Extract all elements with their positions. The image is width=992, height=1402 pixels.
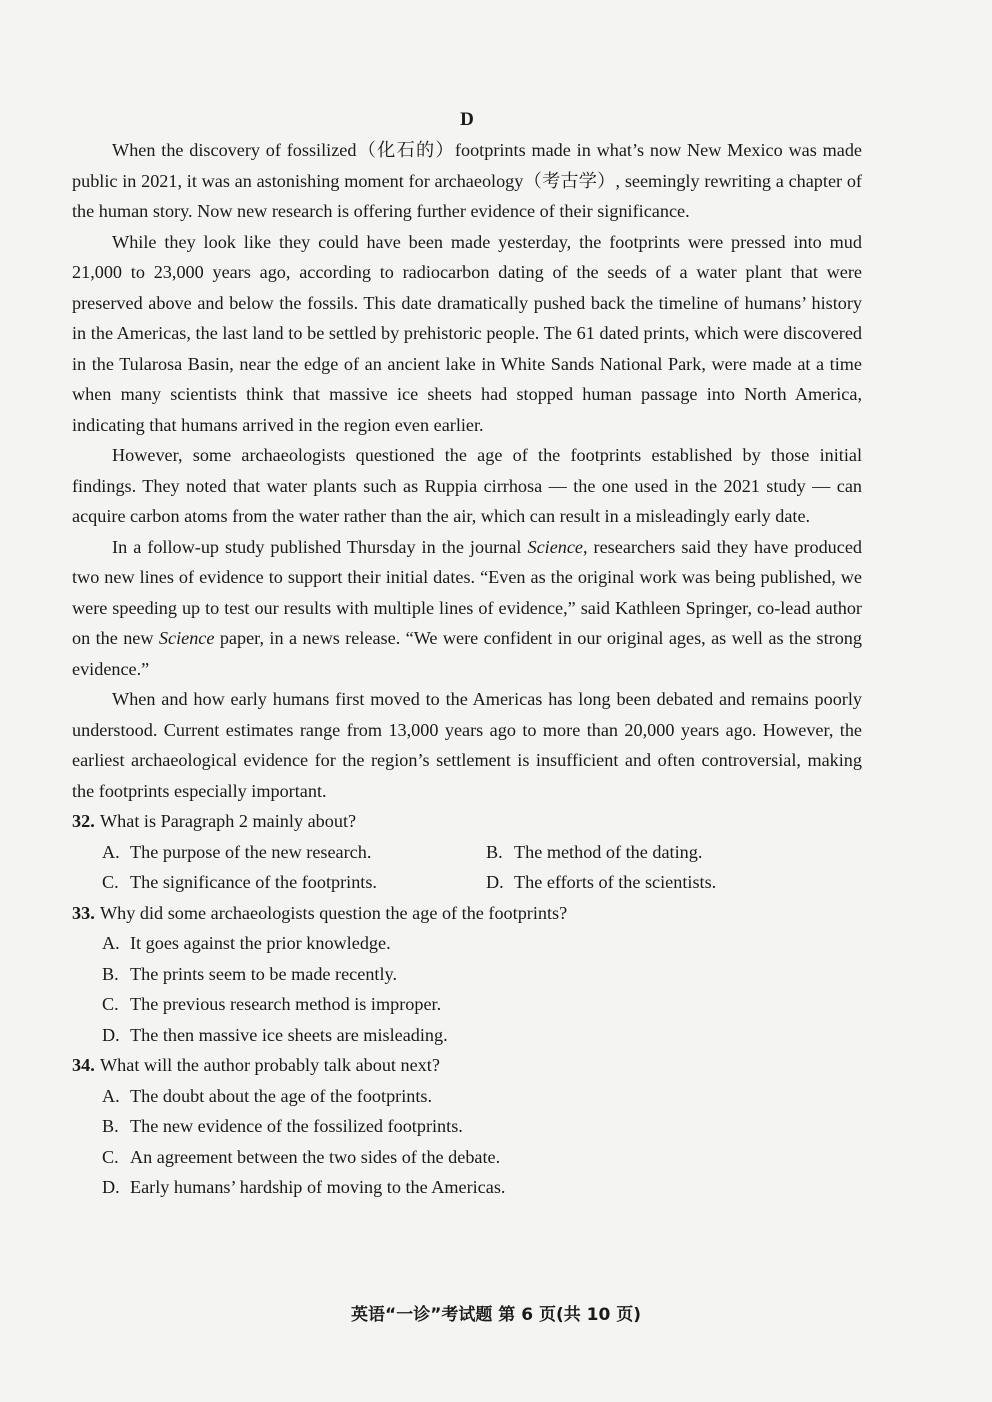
- option-text: The doubt about the age of the footprints.: [130, 1085, 433, 1106]
- question-number: 32.: [72, 811, 95, 831]
- paragraph-2: While they look like they could have been made yesterday, the footprints were pressed into mud 21,000 to 23,000 years ago, according to radiocarbon dating of the seeds of a water plant that were preserved above and below the fossils. This date dramatically pushed back the timeline of humans’ history in the Americas, the last land to be settled by prehistoric people. The 61 dated prints, which were discovered in the Tularosa Basin, near the edge of an ancient lake in White Sands National Park, were made at a time when many scientists think that massive ice sheets had stopped human passage into North America, indicating that humans arrived in the region even earlier.: [72, 231, 862, 435]
- option-b: [102, 959, 862, 990]
- option-letter: C.: [102, 872, 119, 892]
- question-number: 34.: [72, 1055, 95, 1075]
- question-32: [72, 806, 862, 898]
- option-d: [102, 1172, 862, 1203]
- option-d: [102, 1020, 862, 1051]
- option-letter: D.: [102, 1177, 120, 1197]
- question-text: Why did some archaeologists question the age of the footprints?: [100, 902, 568, 923]
- option-a: [102, 837, 486, 868]
- option-c: [102, 989, 862, 1020]
- option-c: [102, 867, 486, 898]
- question-33: [72, 898, 862, 1051]
- option-letter: B.: [486, 841, 503, 862]
- option-d: [486, 867, 716, 898]
- option-letter: C.: [102, 1146, 119, 1167]
- option-c: [102, 1142, 862, 1173]
- option-letter: B.: [102, 1116, 119, 1136]
- option-letter: B.: [102, 963, 119, 984]
- page-footer: 英语“一诊”考试题 第 6 页(共 10 页): [351, 1305, 641, 1325]
- option-text: The significance of the footprints.: [130, 872, 377, 892]
- option-text: The purpose of the new research.: [130, 841, 372, 862]
- journal-name: Science: [158, 628, 215, 648]
- question-text: What will the author probably talk about next?: [100, 1055, 440, 1075]
- exam-page: [72, 105, 862, 1203]
- paragraph-5: When and how early humans first moved to the Americas has long been debated and remains poorly understood. Current estimates range from 13,000 years ago to more than 20,000 years ago. However, the earliest archaeological evidence for the region’s settlement is insufficient and often controversial, making the footprints especially important.: [72, 689, 862, 801]
- option-text: The new evidence of the fossilized footprints.: [130, 1116, 463, 1136]
- option-a: [102, 1081, 862, 1112]
- option-text: The previous research method is improper.: [130, 994, 442, 1014]
- option-letter: D.: [102, 1024, 120, 1045]
- option-text: The then massive ice sheets are misleading.: [130, 1024, 448, 1045]
- option-letter: A.: [102, 933, 120, 953]
- paragraph-4-text-a: In a follow-up study published Thursday in the journal: [112, 536, 528, 557]
- option-text: The efforts of the scientists.: [514, 872, 717, 892]
- section-title: D: [460, 109, 474, 130]
- option-b: [102, 1111, 862, 1142]
- option-text: Early humans’ hardship of moving to the Americas.: [130, 1177, 506, 1197]
- paragraph-3: However, some archaeologists questioned the age of the footprints established by those initial findings. They noted that water plants such as Ruppia cirrhosa — the one used in the 2021 study — can acquire carbon atoms from the water rather than the air, which can result in a misleadingly early date.: [72, 445, 862, 526]
- option-letter: C.: [102, 994, 119, 1014]
- question-text: What is Paragraph 2 mainly about?: [100, 811, 357, 831]
- option-a: [102, 928, 862, 959]
- option-text: It goes against the prior knowledge.: [130, 933, 391, 953]
- option-b: [486, 837, 702, 868]
- option-text: The method of the dating.: [514, 841, 703, 862]
- paragraph-4-text-e: paper, in a news release. “We were confident in our original ages, as well as the strong evidence.”: [72, 628, 862, 679]
- paragraph-1: When the discovery of fossilized（化石的）footprints made in what’s now New Mexico was made public in 2021, it was an astonishing moment for archaeology（考古学）, seemingly rewriting a chapter of the human story. Now new research is offering further evidence of their significance.: [72, 140, 862, 221]
- paragraph-4: [72, 532, 862, 685]
- option-letter: A.: [102, 841, 120, 862]
- option-text: An agreement between the two sides of the debate.: [130, 1146, 501, 1167]
- journal-name: Science: [527, 536, 583, 557]
- question-number: 33.: [72, 902, 95, 923]
- option-letter: A.: [102, 1085, 120, 1106]
- paragraph-4-text-c: , researchers said they have produced two new lines of evidence to support their initial dates. “Even as the original work was being published, we were speeding up to test our results with multiple lines of evidence,” said Kathleen Springer, co-lead author on the new: [72, 536, 862, 648]
- question-34: [72, 1050, 862, 1203]
- option-letter: D.: [486, 872, 504, 892]
- option-text: The prints seem to be made recently.: [130, 963, 397, 984]
